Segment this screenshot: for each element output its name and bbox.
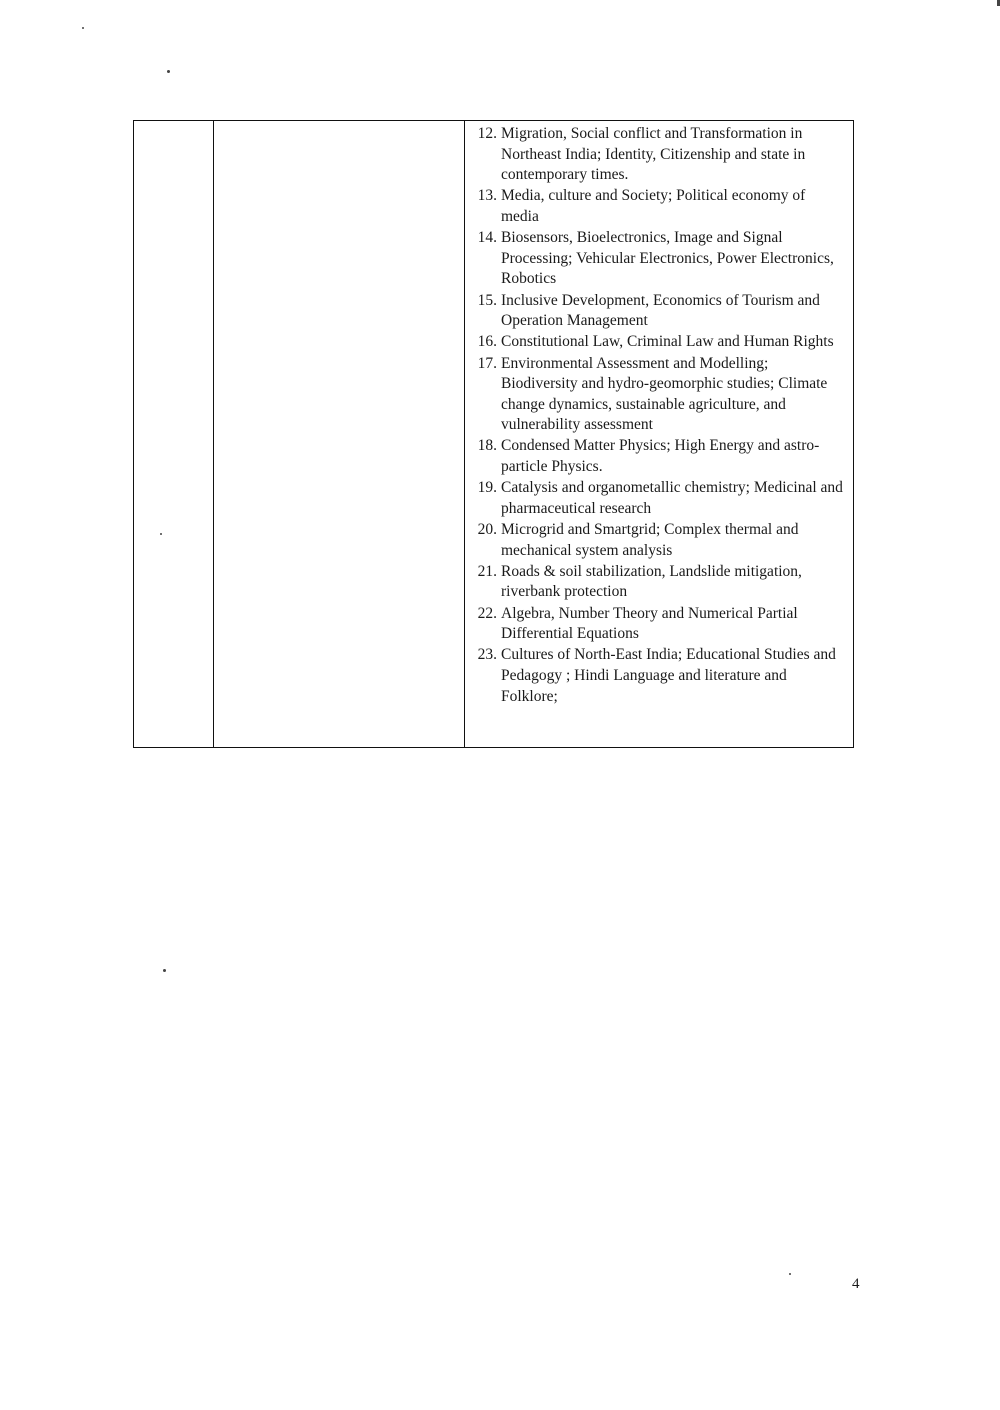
item-number: 14.	[477, 229, 497, 247]
item-text: Constitutional Law, Criminal Law and Human Rights	[501, 333, 834, 351]
item-number: 19.	[477, 479, 497, 497]
item-number: 21.	[477, 562, 497, 580]
item-number: 16.	[477, 333, 497, 351]
item-number: 13.	[477, 187, 497, 205]
topics-table	[133, 120, 854, 748]
scan-speck	[160, 533, 162, 535]
table-column-2	[214, 121, 465, 747]
item-number: 12.	[477, 125, 497, 142]
item-text: Cultures of North-East India; Educational Studies and Pedagogy ; Hindi Language and literature and Folklore;	[501, 646, 836, 705]
item-text: Microgrid and Smartgrid; Complex thermal and mechanical system analysis	[501, 521, 799, 559]
item-text: Roads & soil stabilization, Landslide mitigation, riverbank protection	[501, 562, 802, 601]
item-number: 23.	[477, 646, 497, 664]
table-column-1	[134, 121, 214, 747]
page-number: 4	[852, 1276, 860, 1292]
research-areas-list	[469, 124, 847, 707]
table-column-3	[465, 121, 853, 747]
list-item	[469, 291, 847, 332]
item-number: 20.	[477, 521, 497, 539]
list-item	[469, 562, 847, 603]
list-item	[469, 124, 847, 186]
item-text: Media, culture and Society; Political economy of media	[501, 187, 806, 225]
list-item	[469, 436, 847, 477]
list-item	[469, 478, 847, 519]
list-item	[469, 645, 847, 707]
item-text: Migration, Social conflict and Transformation in Northeast India; Identity, Citizenship and state in contemporary times.	[501, 125, 806, 184]
item-text: Biosensors, Bioelectronics, Image and Signal Processing; Vehicular Electronics, Power Electronics, Robotics	[501, 229, 834, 288]
item-number: 18.	[477, 437, 497, 455]
scan-speck	[789, 1273, 791, 1275]
scan-speck	[167, 70, 170, 73]
item-number: 17.	[477, 354, 497, 372]
item-number: 15.	[477, 291, 497, 309]
scan-speck	[163, 969, 166, 972]
item-text: Catalysis and organometallic chemistry; Medicinal and pharmaceutical research	[501, 479, 843, 517]
item-text: Environmental Assessment and Modelling; Biodiversity and hydro-geomorphic studies; Climate change dynamics, sustainable agriculture, and vulnerability assessment	[501, 354, 828, 434]
item-text: Algebra, Number Theory and Numerical Partial Differential Equations	[501, 604, 798, 643]
item-text: Condensed Matter Physics; High Energy and astro-particle Physics.	[501, 437, 820, 476]
list-item	[469, 332, 847, 353]
list-item	[469, 186, 847, 227]
item-number: 22.	[477, 604, 497, 622]
list-item	[469, 604, 847, 645]
list-item	[469, 520, 847, 561]
list-item	[469, 354, 847, 436]
item-text: Inclusive Development, Economics of Tourism and Operation Management	[501, 291, 820, 330]
scan-speck	[82, 27, 84, 29]
list-item	[469, 228, 847, 290]
